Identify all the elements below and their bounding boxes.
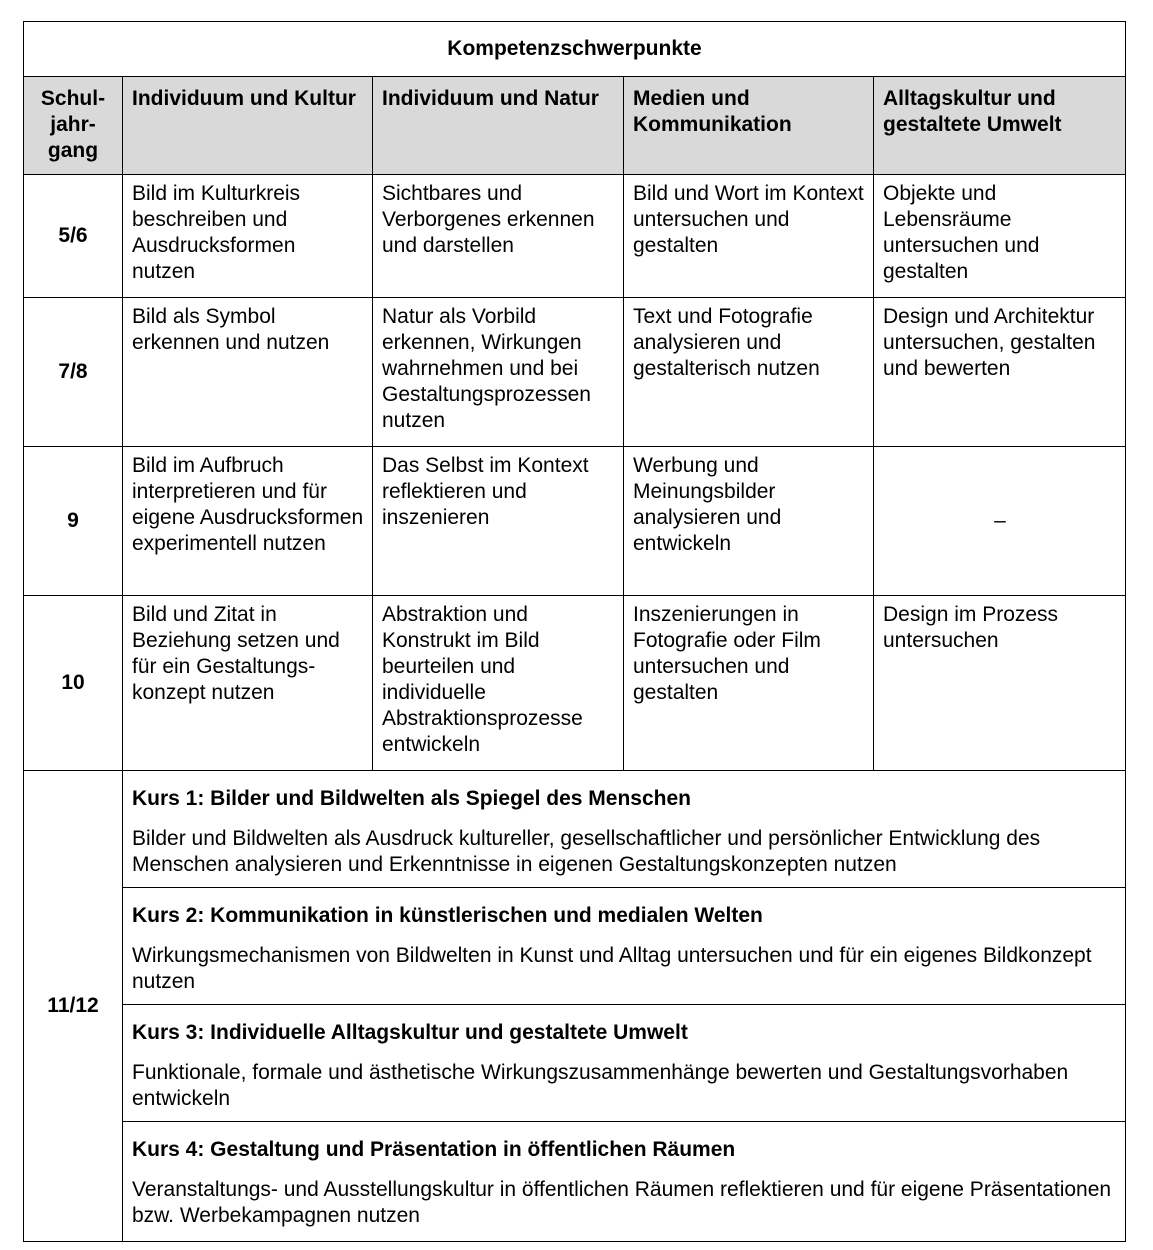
empty-dash-cell: – [874, 447, 1126, 596]
header-individuum-natur: Individuum und Natur [373, 77, 624, 175]
header-year: Schul- jahr- gang [24, 77, 123, 175]
year-cell: 10 [24, 596, 123, 771]
kurs-row [24, 771, 1126, 888]
table-row [24, 298, 1126, 447]
year-cell: 5/6 [24, 175, 123, 298]
kurs-title: Kurs 3: Individuelle Alltagskultur und gestaltete Umwelt [132, 1021, 688, 1044]
table-cell: Design im Prozess untersuchen [874, 596, 1126, 771]
table-cell: Natur als Vorbild erkennen, Wirkungen wahrnehmen und bei Gestaltungsprozessen nutzen [373, 298, 624, 447]
table-cell: Bild im Aufbruch interpretieren und für eigene Ausdrucksformen experimentell nutzen [123, 447, 373, 596]
year-cell: 9 [24, 447, 123, 596]
kurs-row [24, 1122, 1126, 1242]
table-cell: Bild im Kulturkreis beschreiben und Ausdrucksformen nutzen [123, 175, 373, 298]
table-cell: Bild und Zitat in Beziehung setzen und für ein Gestaltungs-konzept nutzen [123, 596, 373, 771]
header-medien-kommunikation: Medien und Kommunikation [624, 77, 874, 175]
year-cell-upper: 11/12 [24, 771, 123, 1242]
year-cell: 7/8 [24, 298, 123, 447]
kurs-title: Kurs 4: Gestaltung und Präsentation in öffentlichen Räumen [132, 1138, 736, 1161]
table-cell: Abstraktion und Konstrukt im Bild beurteilen und individuelle Abstraktionsprozesse entwickeln [373, 596, 624, 771]
table-cell: Design und Architektur untersuchen, gestalten und bewerten [874, 298, 1126, 447]
competence-table [23, 21, 1126, 1242]
kurs-title: Kurs 2: Kommunikation in künstlerischen und medialen Welten [132, 904, 763, 927]
kurs-text: Bilder und Bildwelten als Ausdruck kultureller, gesellschaftlicher und persönlicher Entwicklung des Menschen analysieren und Erkenntnisse in eigenen Gestaltungskonzepten nutzen [132, 827, 1041, 876]
table-row [24, 447, 1126, 596]
kurs-text: Funktionale, formale und ästhetische Wirkungszusammenhänge bewerten und Gestaltungsvorhaben entwickeln [132, 1061, 1069, 1110]
kurs-row [24, 1005, 1126, 1122]
kurs-row [24, 888, 1126, 1005]
kurs-cell [123, 771, 1126, 888]
kurs-text: Wirkungsmechanismen von Bildwelten in Kunst und Alltag untersuchen und für ein eigenes Bildkonzept nutzen [132, 944, 1092, 993]
header-row [24, 77, 1126, 175]
table-cell: Werbung und Meinungsbilder analysieren und entwickeln [624, 447, 874, 596]
table-row [24, 175, 1126, 298]
kurs-cell [123, 1005, 1126, 1122]
table-cell: Inszenierungen in Fotografie oder Film untersuchen und gestalten [624, 596, 874, 771]
table-cell: Bild und Wort im Kontext untersuchen und gestalten [624, 175, 874, 298]
kurs-cell [123, 1122, 1126, 1242]
kurs-title: Kurs 1: Bilder und Bildwelten als Spiegel des Menschen [132, 787, 691, 810]
table-cell: Bild als Symbol erkennen und nutzen [123, 298, 373, 447]
table-cell: Text und Fotografie analysieren und gestalterisch nutzen [624, 298, 874, 447]
header-alltagskultur: Alltagskultur und gestaltete Umwelt [874, 77, 1126, 175]
header-individuum-kultur: Individuum und Kultur [123, 77, 373, 175]
kurs-cell [123, 888, 1126, 1005]
table-row [24, 596, 1126, 771]
table-cell: Objekte und Lebensräume untersuchen und gestalten [874, 175, 1126, 298]
table-cell: Das Selbst im Kontext reflektieren und inszenieren [373, 447, 624, 596]
table-title: Kompetenzschwerpunkte [24, 22, 1126, 77]
kurs-text: Veranstaltungs- und Ausstellungskultur in öffentlichen Räumen reflektieren und für eigene Präsentationen bzw. Werbekampagnen nutzen [132, 1178, 1112, 1227]
table-cell: Sichtbares und Verborgenes erkennen und darstellen [373, 175, 624, 298]
